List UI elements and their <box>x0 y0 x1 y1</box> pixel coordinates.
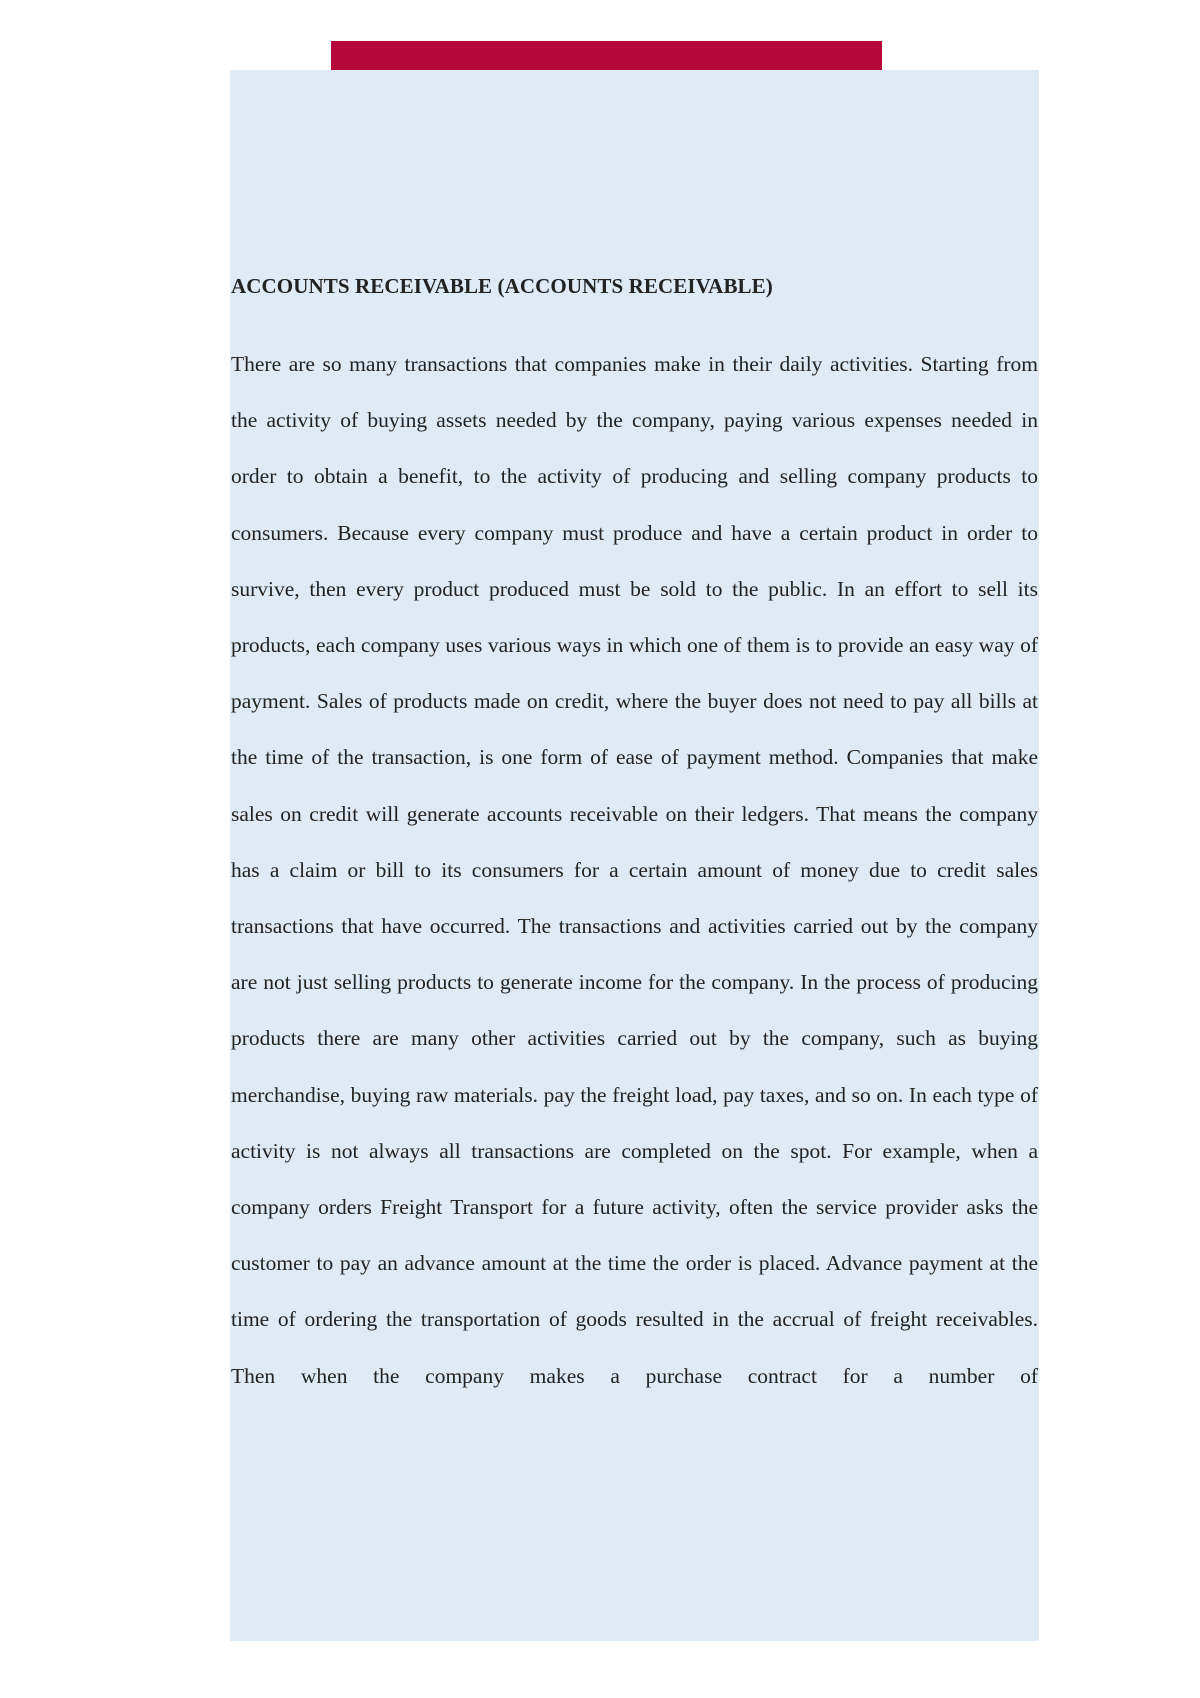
header-accent-bar <box>331 41 882 70</box>
document-content <box>231 266 1038 1404</box>
document-body: There are so many transactions that companies make in their daily activities. Starting from the activity of buying assets needed by the company, paying various expenses needed in order to obtain a benefit, to the activity of producing and selling company products to consumers. Because every company must produce and have a certain product in order to survive, then every product produced must be sold to the public. In an effort to sell its products, each company uses various ways in which one of them is to provide an easy way of payment. Sales of products made on credit, where the buyer does not need to pay all bills at the time of the transaction, is one form of ease of payment method. Companies that make sales on credit will generate accounts receivable on their ledgers. That means the company has a claim or bill to its consumers for a certain amount of money due to credit sales transactions that have occurred. The transactions and activities carried out by the company are not just selling products to generate income for the company. In the process of producing products there are many other activities carried out by the company, such as buying merchandise, buying raw materials. pay the freight load, pay taxes, and so on. In each type of activity is not always all transactions are completed on the spot. For example, when a company orders Freight Transport for a future activity, often the service provider asks the customer to pay an advance amount at the time the order is placed. Advance payment at the time of ordering the transportation of goods resulted in the accrual of freight receivables. Then when the company makes a purchase contract for a number of <box>231 352 1038 1388</box>
document-title: ACCOUNTS RECEIVABLE (ACCOUNTS RECEIVABLE) <box>231 274 773 298</box>
